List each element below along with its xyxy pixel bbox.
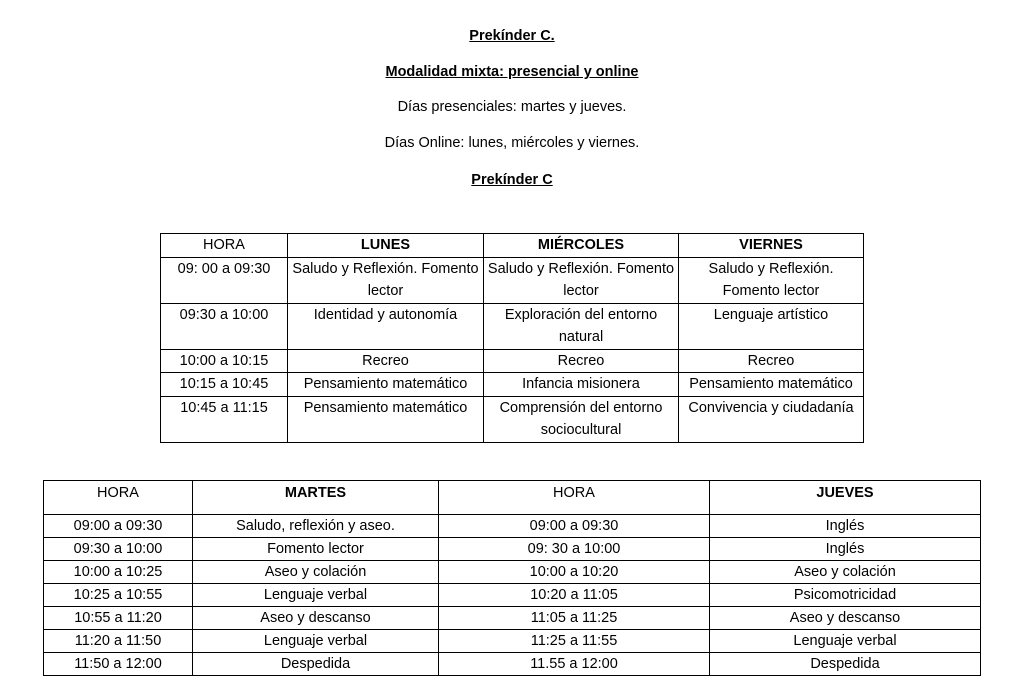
table-row xyxy=(161,349,864,373)
table-row xyxy=(44,630,981,653)
viernes-cell: Lenguaje artístico xyxy=(679,303,864,349)
modality-heading: Modalidad mixta: presencial y online xyxy=(385,64,639,80)
column-header-lunes: LUNES xyxy=(288,234,484,258)
in-person-days: Días presenciales: martes y jueves. xyxy=(397,99,627,115)
martes-cell: Fomento lector xyxy=(193,538,439,561)
table-row xyxy=(44,515,981,538)
jueves-cell: Psicomotricidad xyxy=(710,584,981,607)
time-cell: 11:25 a 11:55 xyxy=(439,630,710,653)
time-cell: 09:30 a 10:00 xyxy=(161,303,288,349)
table-row xyxy=(44,653,981,676)
table-row xyxy=(161,396,864,442)
time-cell: 10:55 a 11:20 xyxy=(44,607,193,630)
jueves-cell: Aseo y colación xyxy=(710,561,981,584)
time-cell: 10:45 a 11:15 xyxy=(161,396,288,442)
table-row xyxy=(44,561,981,584)
time-cell: 11:50 a 12:00 xyxy=(44,653,193,676)
table-row xyxy=(44,584,981,607)
viernes-cell: Pensamiento matemático xyxy=(679,373,864,397)
martes-cell: Lenguaje verbal xyxy=(193,584,439,607)
time-cell: 10:00 a 10:25 xyxy=(44,561,193,584)
online-schedule-table xyxy=(160,233,864,443)
martes-cell: Despedida xyxy=(193,653,439,676)
viernes-cell: Recreo xyxy=(679,349,864,373)
time-cell: 11:20 a 11:50 xyxy=(44,630,193,653)
time-cell: 10:25 a 10:55 xyxy=(44,584,193,607)
time-cell: 09: 30 a 10:00 xyxy=(439,538,710,561)
jueves-cell: Aseo y descanso xyxy=(710,607,981,630)
martes-cell: Aseo y descanso xyxy=(193,607,439,630)
miercoles-cell: Comprensión del entorno sociocultural xyxy=(484,396,679,442)
lunes-cell: Pensamiento matemático xyxy=(288,373,484,397)
document-title: Prekínder C. xyxy=(469,28,555,44)
time-cell: 10:15 a 10:45 xyxy=(161,373,288,397)
martes-cell: Aseo y colación xyxy=(193,561,439,584)
online-days: Días Online: lunes, miércoles y viernes. xyxy=(384,135,640,151)
column-header-viernes: VIERNES xyxy=(679,234,864,258)
lunes-cell: Saludo y Reflexión. Fomento lector xyxy=(288,257,484,303)
table-row xyxy=(161,257,864,303)
time-cell: 10:00 a 10:15 xyxy=(161,349,288,373)
time-cell: 09: 00 a 09:30 xyxy=(161,257,288,303)
time-cell: 11.55 a 12:00 xyxy=(439,653,710,676)
miercoles-cell: Recreo xyxy=(484,349,679,373)
miercoles-cell: Infancia misionera xyxy=(484,373,679,397)
miercoles-cell: Exploración del entorno natural xyxy=(484,303,679,349)
time-cell: 10:20 a 11:05 xyxy=(439,584,710,607)
table-header-row xyxy=(44,481,981,515)
table-header-row xyxy=(161,234,864,258)
table-row xyxy=(44,607,981,630)
jueves-cell: Lenguaje verbal xyxy=(710,630,981,653)
lunes-cell: Pensamiento matemático xyxy=(288,396,484,442)
time-cell: 09:00 a 09:30 xyxy=(44,515,193,538)
time-cell: 09:00 a 09:30 xyxy=(439,515,710,538)
time-cell: 11:05 a 11:25 xyxy=(439,607,710,630)
lunes-cell: Identidad y autonomía xyxy=(288,303,484,349)
table-row xyxy=(44,538,981,561)
table-row xyxy=(161,373,864,397)
column-header-hora: HORA xyxy=(161,234,288,258)
martes-cell: Lenguaje verbal xyxy=(193,630,439,653)
column-header-hora-martes: HORA xyxy=(44,481,193,515)
viernes-cell: Convivencia y ciudadanía xyxy=(679,396,864,442)
column-header-miercoles: MIÉRCOLES xyxy=(484,234,679,258)
time-cell: 09:30 a 10:00 xyxy=(44,538,193,561)
column-header-hora-jueves: HORA xyxy=(439,481,710,515)
time-cell: 10:00 a 10:20 xyxy=(439,561,710,584)
lunes-cell: Recreo xyxy=(288,349,484,373)
jueves-cell: Inglés xyxy=(710,538,981,561)
jueves-cell: Despedida xyxy=(710,653,981,676)
column-header-jueves: JUEVES xyxy=(710,481,981,515)
miercoles-cell: Saludo y Reflexión. Fomento lector xyxy=(484,257,679,303)
table-row xyxy=(161,303,864,349)
viernes-cell: Saludo y Reflexión. Fomento lector xyxy=(679,257,864,303)
martes-cell: Saludo, reflexión y aseo. xyxy=(193,515,439,538)
column-header-martes: MARTES xyxy=(193,481,439,515)
document-subtitle: Prekínder C xyxy=(471,172,553,188)
jueves-cell: Inglés xyxy=(710,515,981,538)
in-person-schedule-table xyxy=(43,480,981,676)
